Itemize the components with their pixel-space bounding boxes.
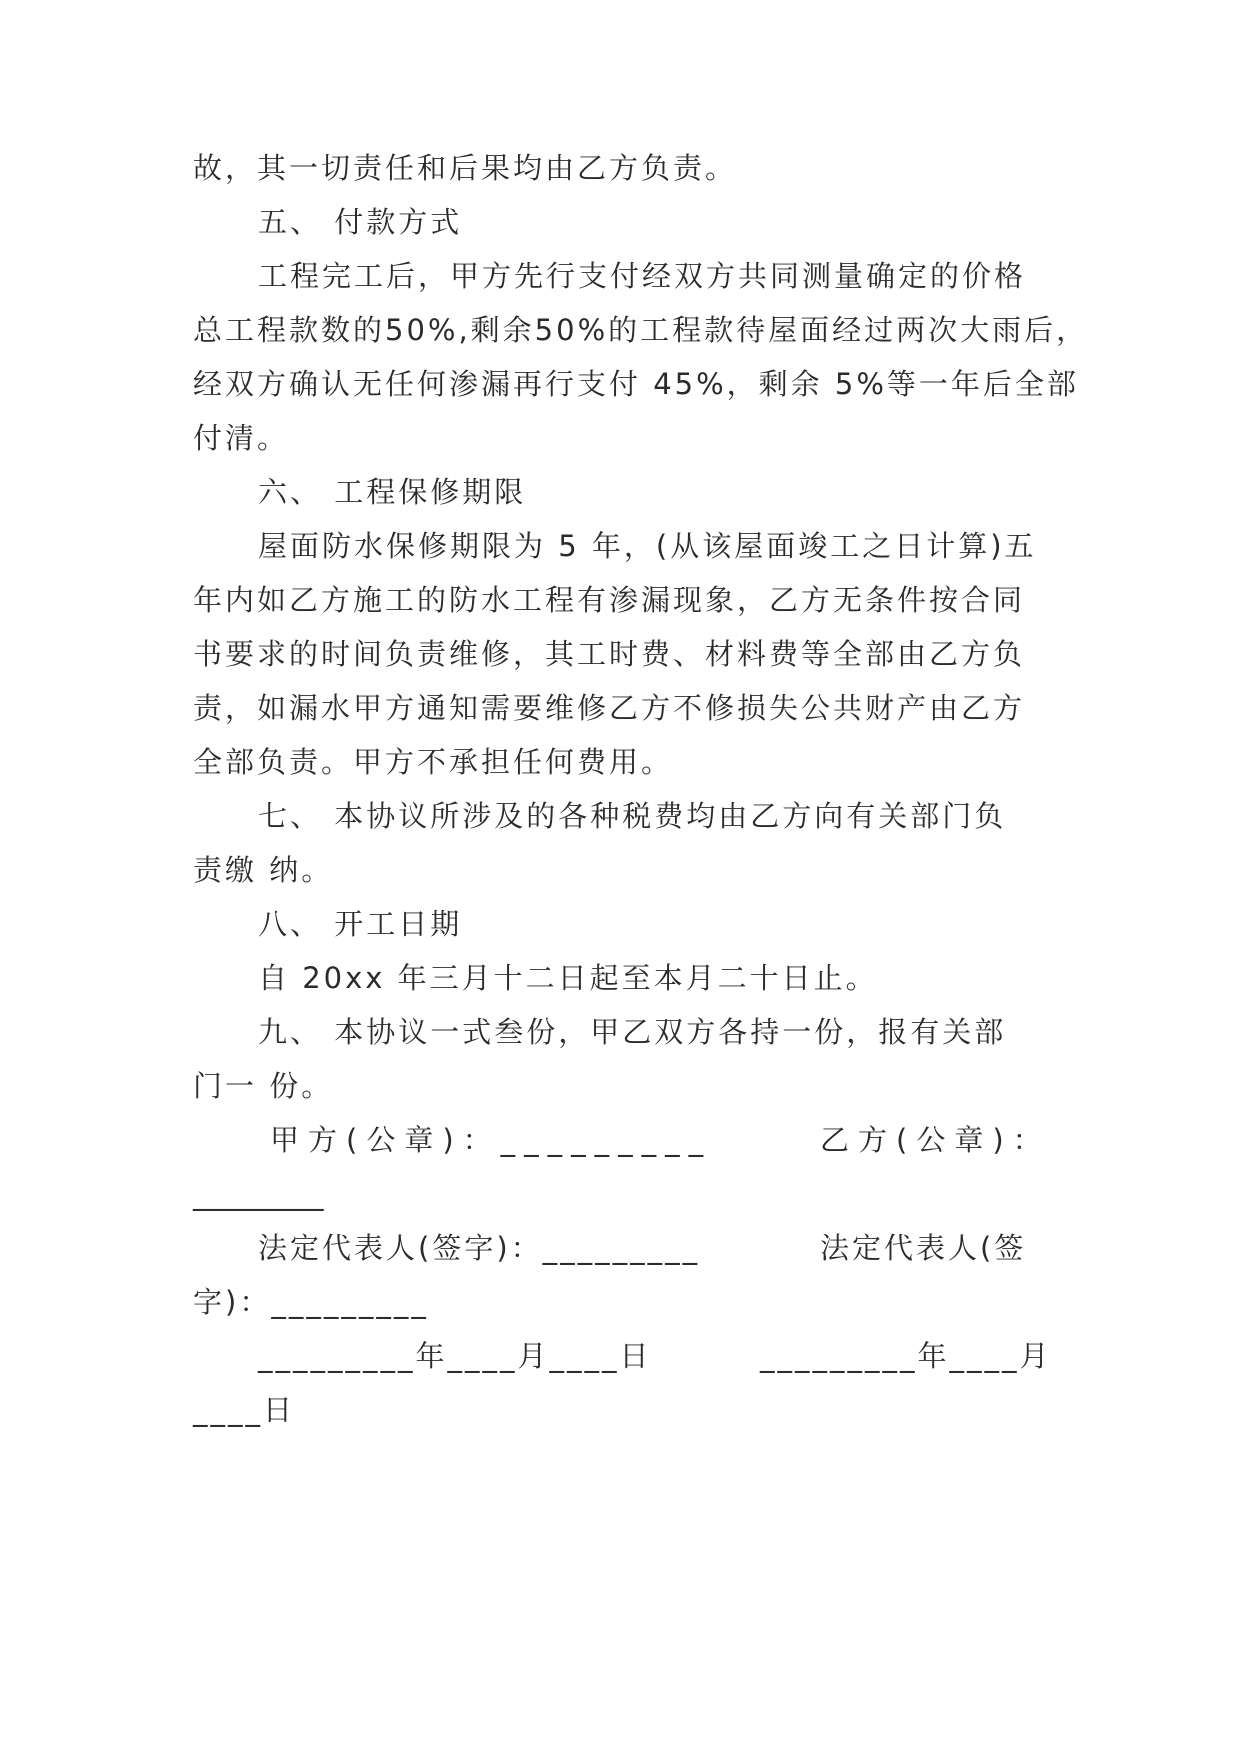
text-line-4: 总工程款数的50%,剩余50%的工程款待屋面经过两次大雨后， <box>193 313 1089 347</box>
section-heading-8: 八、 开工日期 <box>258 907 463 941</box>
text-line-11: 责，如漏水甲方通知需要维修乙方不修损失公共财产由乙方 <box>193 691 1026 725</box>
date-a-field: _________年____月____日 <box>258 1339 652 1373</box>
text-line-6: 付清。 <box>193 421 290 455</box>
date-b-field: _________年____月 <box>760 1339 1052 1373</box>
rep-a-signature-field: 法定代表人(签字)：_________ <box>258 1231 701 1265</box>
text-line-16: 自 20xx 年三月十二日起至本月二十日止。 <box>258 961 878 995</box>
text-line-10: 书要求的时间负责维修，其工时费、材料费等全部由乙方负 <box>193 637 1026 671</box>
text-line-1: 故，其一切责任和后果均由乙方负责。 <box>193 151 738 185</box>
text-line-14: 责缴 纳。 <box>193 853 334 887</box>
section-heading-6: 六、 工程保修期限 <box>258 475 527 509</box>
text-line-3: 工程完工后，甲方先行支付经双方共同测量确定的价格 <box>258 259 1027 293</box>
date-b-day-field: ____日 <box>193 1393 296 1427</box>
party-a-seal-field: 甲方(公章)：_________ <box>270 1123 713 1157</box>
rep-b-signature-field: 字)：_________ <box>193 1285 429 1319</box>
rep-b-signature-label: 法定代表人(签 <box>820 1231 1027 1265</box>
party-b-seal-blank: _________ <box>193 1177 324 1211</box>
text-line-12: 全部负责。甲方不承担任何费用。 <box>193 745 674 779</box>
section-heading-7: 七、 本协议所涉及的各种税费均由乙方向有关部门负 <box>258 799 1007 833</box>
text-line-5: 经双方确认无任何渗漏再行支付 45%，剩余 5%等一年后全部 <box>193 367 1079 401</box>
text-line-9: 年内如乙方施工的防水工程有渗漏现象，乙方无条件按合同 <box>193 583 1026 617</box>
section-heading-5: 五、 付款方式 <box>258 205 463 239</box>
party-b-seal-label: 乙方(公章)： <box>820 1123 1051 1157</box>
section-heading-9: 九、 本协议一式叁份，甲乙双方各持一份，报有关部 <box>258 1015 1007 1049</box>
text-line-18: 门一 份。 <box>193 1069 334 1103</box>
text-line-8: 屋面防水保修期限为 5 年，(从该屋面竣工之日计算)五 <box>258 529 1037 563</box>
